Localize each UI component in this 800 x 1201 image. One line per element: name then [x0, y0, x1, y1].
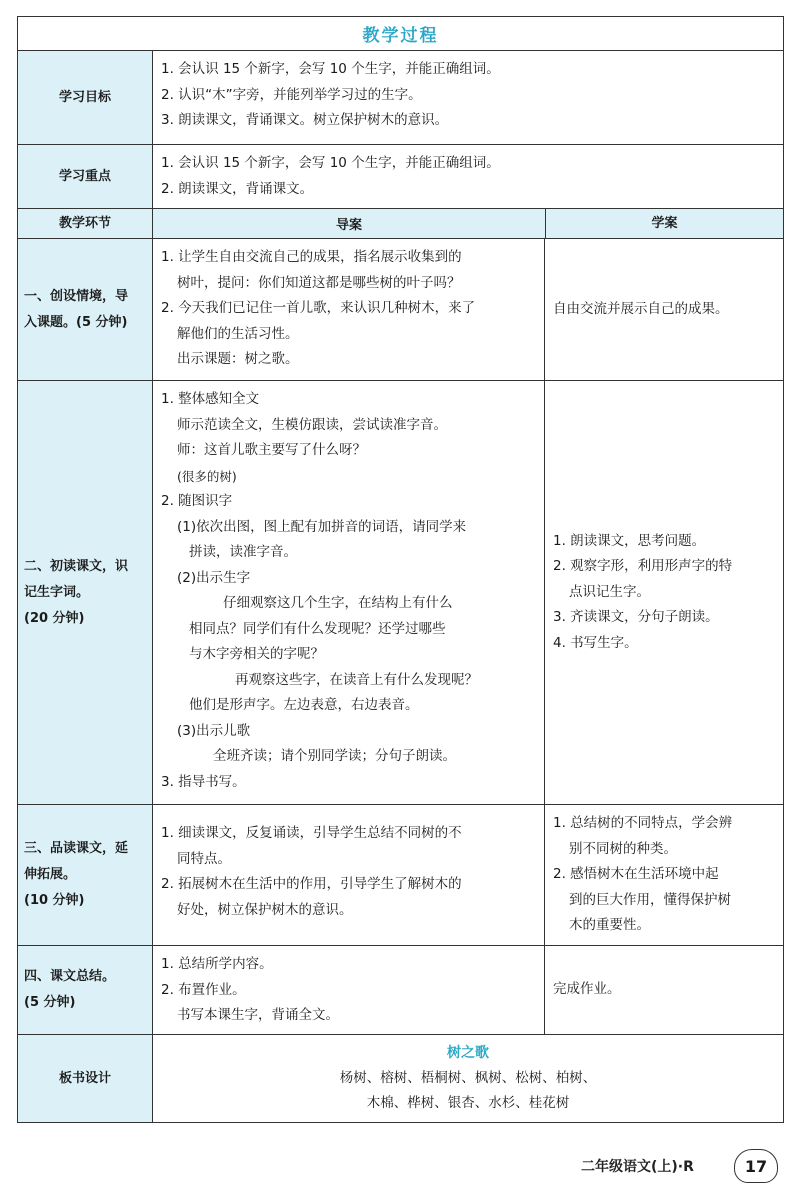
- keypoints-content: [153, 145, 783, 208]
- board-line: 木棉、桦树、银杏、水杉、桂花树: [366, 1095, 570, 1111]
- stage-label-line: (5 分钟): [24, 995, 76, 1010]
- study-line: 1. 朗读课文，思考问题。: [553, 532, 706, 549]
- stage-guide: [153, 805, 545, 945]
- stage-guide: [153, 239, 545, 380]
- guide-line: (2)出示生字: [177, 569, 251, 586]
- guide-line: 2. 拓展树木在生活中的作用，引导学生了解树木的: [161, 876, 462, 892]
- guide-line: (1)依次出图，图上配有加拼音的词语，请同学来: [177, 518, 467, 535]
- keypoints-row: [18, 144, 783, 208]
- guide-line: 全班齐读；请个别同学读；分句子朗读。: [213, 748, 456, 764]
- teaching-process-table: [17, 16, 784, 1123]
- stage-label: [18, 946, 153, 1034]
- study-line: 4. 书写生字。: [553, 634, 638, 651]
- book-label: 二年级语文(上)·R: [581, 1159, 694, 1175]
- guide-line: 3. 指导书写。: [161, 773, 246, 790]
- stage-label-line: 记生字词。: [24, 584, 90, 600]
- stage-label-line: 一、创设情境，导: [24, 288, 129, 304]
- guide-line: 1. 总结所学内容。: [161, 956, 273, 972]
- stage-row-4: [18, 945, 783, 1034]
- stage-study: [545, 239, 783, 380]
- objectives-content: [153, 51, 783, 144]
- board-title: 树之歌: [447, 1045, 489, 1061]
- guide-line: 与木字旁相关的字呢？: [189, 646, 324, 662]
- guide-line: 2. 今天我们已记住一首儿歌，来认识几种树木，来了: [161, 300, 476, 316]
- guide-line: 相同点？同学们有什么发现呢？还学过哪些: [189, 620, 446, 637]
- guide-line: 同特点。: [177, 850, 231, 867]
- guide-line: 他们是形声字。左边表意，右边表音。: [189, 697, 419, 713]
- study-line: 自由交流并展示自己的成果。: [553, 300, 729, 317]
- study-line: 到的巨大作用，懂得保护树: [569, 891, 731, 908]
- stage-label: [18, 239, 153, 380]
- keypoint-line-1: 1. 会认识 15 个新字，会写 10 个生字，并能正确组词。: [161, 155, 500, 171]
- board-line: 杨树、榕树、梧桐树、枫树、松树、柏树、: [339, 1070, 597, 1086]
- stage-label-line: 四、课文总结。: [24, 969, 116, 984]
- header-study: 学案: [546, 209, 783, 238]
- guide-line: 1. 让学生自由交流自己的成果，指名展示收集到的: [161, 249, 462, 265]
- board-content: [153, 1035, 783, 1122]
- study-line: 点识记生字。: [569, 583, 650, 600]
- guide-line: 书写本课生字，背诵全文。: [177, 1007, 339, 1023]
- guide-line: 出示课题：树之歌。: [177, 351, 299, 367]
- stage-label-line: (20 分钟): [24, 610, 85, 626]
- objective-line-1: 1. 会认识 15 个新字，会写 10 个生字，并能正确组词。: [161, 61, 500, 77]
- header-guide: 导案: [153, 209, 546, 238]
- keypoints-label: 学习重点: [18, 145, 153, 208]
- study-line: 3. 齐读课文，分句子朗读。: [553, 609, 719, 626]
- board-label: 板书设计: [18, 1035, 153, 1122]
- guide-line: 师示范读全文，生模仿跟读，尝试读准字音。: [177, 416, 447, 433]
- study-line: 别不同树的种类。: [569, 840, 677, 857]
- guide-line: 1. 细读课文，反复诵读，引导学生总结不同树的不: [161, 825, 462, 841]
- study-line: 2. 感悟树木在生活环境中起: [553, 866, 719, 883]
- guide-line: 师：这首儿歌主要写了什么呀？: [177, 442, 366, 458]
- page-number: 17: [734, 1149, 778, 1183]
- guide-line: 解他们的生活习性。: [177, 325, 299, 342]
- objective-line-2: 2. 认识“木”字旁，并能列举学习过的生字。: [161, 86, 422, 103]
- study-line: 2. 观察字形，利用形声字的特: [553, 558, 733, 575]
- column-header-row: [18, 208, 783, 238]
- keypoint-line-2: 2. 朗读课文，背诵课文。: [161, 180, 314, 197]
- guide-line: (3)出示儿歌: [177, 722, 251, 739]
- guide-line: 拼读，读准字音。: [189, 544, 297, 560]
- stage-guide: [153, 946, 545, 1034]
- study-line: 1. 总结树的不同特点，学会辨: [553, 815, 733, 832]
- objective-line-3: 3. 朗读课文，背诵课文。树立保护树木的意识。: [161, 112, 449, 128]
- guide-line: 2. 随图识字: [161, 493, 233, 509]
- guide-line: 树叶，提问：你们知道这都是哪些树的叶子吗？: [177, 274, 461, 291]
- stage-guide: [153, 381, 545, 804]
- stage-study: [545, 381, 783, 804]
- objectives-row: [18, 50, 783, 144]
- stage-study: [545, 946, 783, 1034]
- stage-label-line: 三、品读课文，延: [24, 841, 129, 856]
- stage-label: [18, 805, 153, 945]
- stage-label-line: 伸拓展。: [24, 867, 77, 882]
- table-title: 教学过程: [362, 26, 439, 46]
- stage-label-line: 二、初读课文，识: [24, 558, 129, 574]
- objectives-label: 学习目标: [18, 51, 153, 144]
- stage-row-2: [18, 380, 783, 804]
- study-line: 完成作业。: [553, 981, 621, 998]
- stage-study: [545, 805, 783, 945]
- guide-line: (很多的树): [177, 468, 237, 484]
- stage-label: [18, 381, 153, 804]
- study-line: 木的重要性。: [569, 917, 650, 934]
- guide-line: 再观察这些字，在读音上有什么发现呢？: [235, 671, 478, 688]
- guide-line: 1. 整体感知全文: [161, 391, 260, 407]
- stage-label-line: (10 分钟): [24, 893, 85, 908]
- board-row: [18, 1034, 783, 1122]
- stage-row-3: [18, 804, 783, 945]
- guide-line: 好处，树立保护树木的意识。: [177, 901, 353, 918]
- header-stage: 教学环节: [18, 209, 153, 238]
- guide-line: 2. 布置作业。: [161, 981, 246, 998]
- guide-line: 仔细观察这几个生字，在结构上有什么: [223, 595, 453, 611]
- stage-label-line: 入课题。(5 分钟): [24, 314, 128, 330]
- stage-row-1: [18, 238, 783, 380]
